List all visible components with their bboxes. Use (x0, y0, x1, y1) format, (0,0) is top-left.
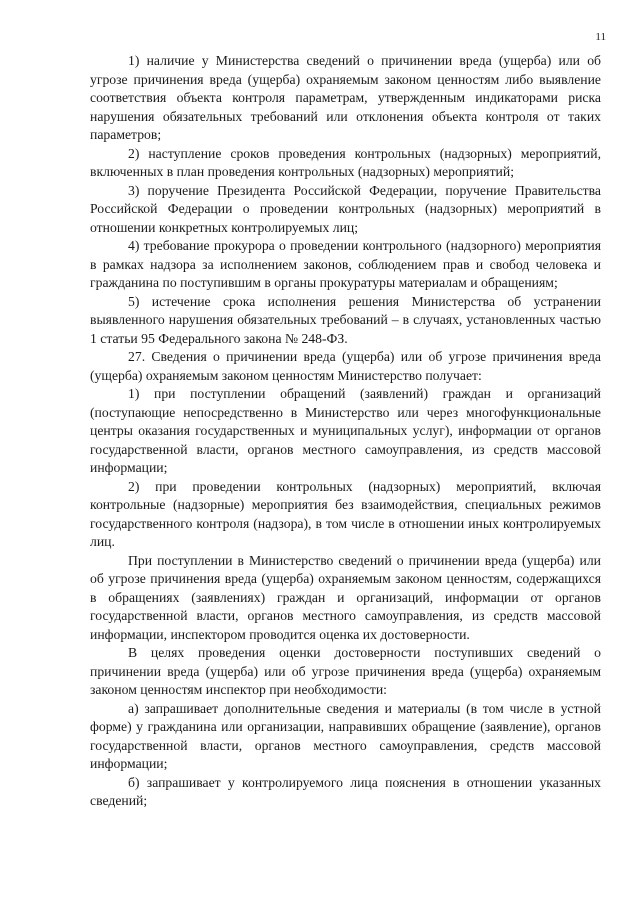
paragraph-source-2: 2) при проведении контрольных (надзорных) мероприятий, включая контрольные (надзорные) мероприятия без взаимодействия, специальных режимов государственного контроля (надзора), в том числе в отношении иных контролируемых лиц. (90, 478, 601, 549)
paragraph-item-4: 4) требование прокурора о проведении контрольного (надзорного) мероприятия в рамках надзора за исполнением законов, соблюдением прав и свобод человека и гражданина по поступившим в органы прокуратуры материалам и обращениям; (90, 238, 601, 290)
paragraph-source-1: 1) при поступлении обращений (заявлений) граждан и организаций (поступающие непосредственно в Министерство или через многофункциональные центры оказания государственных и муниципальных услуг), информации от органов государственной власти, органов местного самоуправления, из средств массовой информации; (90, 386, 601, 475)
paragraph-action-a: а) запрашивает дополнительные сведения и материалы (в том числе в устной форме) у гражданина или организации, направивших обращение (заявление), органов государственной власти, органов местного самоуправления, средств массовой информации; (90, 700, 601, 771)
paragraph-assessment: При поступлении в Министерство сведений о причинении вреда (ущерба) или об угрозе причинения вреда (ущерба) охраняемым законом ценностям, содержащихся в обращениях (заявлениях) граждан и организаций, информации от органов государственной власти, органов местного самоуправления, из средств массовой информации, инспектором проводится оценка их достоверности. (90, 552, 601, 642)
document-body (90, 52, 601, 811)
paragraph-item-3: 3) поручение Президента Российской Федерации, поручение Правительства Российской Федерации о проведении контрольных (надзорных) мероприятий в отношении конкретных контролируемых лиц; (90, 182, 601, 235)
paragraph-inspector-actions: В целях проведения оценки достоверности поступивших сведений о причинении вреда (ущерба) или об угрозе причинения вреда (ущерба) охраняемым законом ценностям инспектор при необходимости: (90, 645, 601, 697)
paragraph-item-5: 5) истечение срока исполнения решения Министерства об устранении выявленного нарушения обязательных требований – в случаях, установленных частью 1 статьи 95 Федерального закона № 248-ФЗ. (90, 293, 601, 346)
paragraph-item-2: 2) наступление сроков проведения контрольных (надзорных) мероприятий, включенных в план проведения контрольных (надзорных) мероприятий; (90, 145, 601, 179)
paragraph-action-b: б) запрашивает у контролируемого лица пояснения в отношении указанных сведений; (90, 774, 601, 808)
paragraph-clause-27: 27. Сведения о причинении вреда (ущерба) или об угрозе причинения вреда (ущерба) охраняемым законом ценностям Министерство получает: (90, 349, 601, 383)
page-number: 11 (595, 31, 606, 43)
paragraph-item-1: 1) наличие у Министерства сведений о причинении вреда (ущерба) или об угрозе причинения вреда (ущерба) охраняемым законом ценностям либо выявление соответствия объекта контроля параметрам, утвержденным индикаторами риска нарушения обязательных требований или отклонения объекта контроля от таких параметров; (90, 53, 601, 142)
